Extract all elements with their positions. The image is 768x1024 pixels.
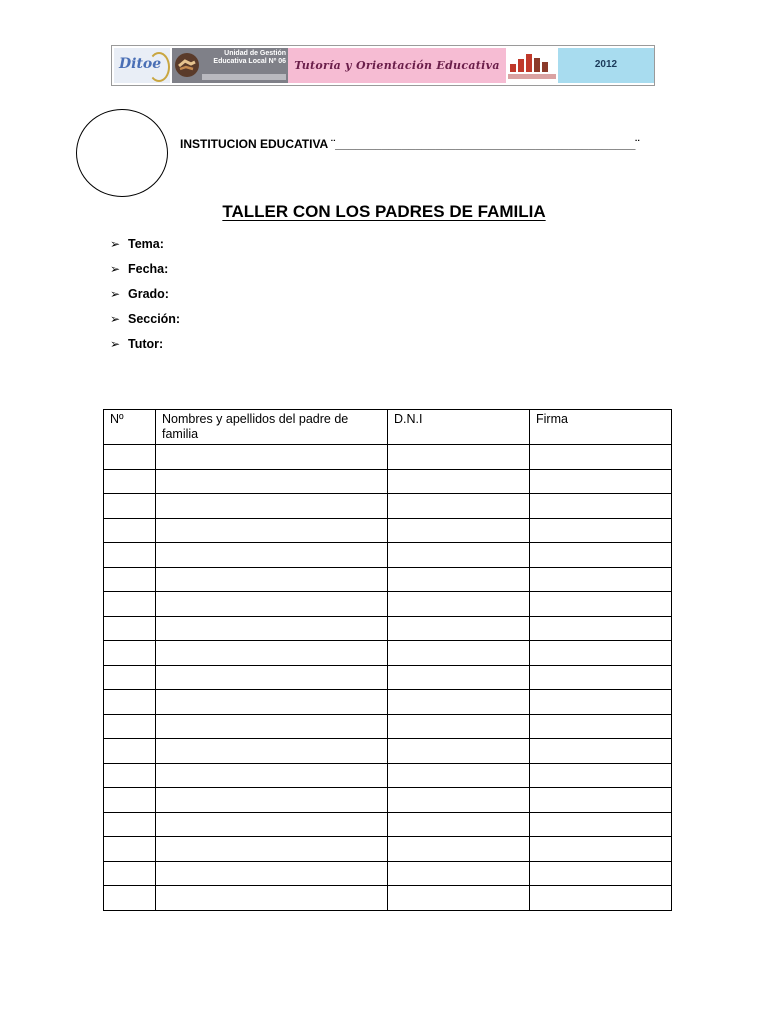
table-row [104, 445, 672, 470]
cell-dni[interactable] [388, 788, 530, 813]
cell-number[interactable] [104, 665, 156, 690]
cell-name[interactable] [156, 714, 388, 739]
table-row [104, 812, 672, 837]
cell-signature[interactable] [530, 739, 672, 764]
attendance-table [103, 409, 672, 911]
table-row [104, 494, 672, 519]
cell-number[interactable] [104, 690, 156, 715]
table-row [104, 543, 672, 568]
field-label: Sección: [128, 312, 181, 326]
field-label: Tutor: [128, 337, 164, 351]
cell-dni[interactable] [388, 690, 530, 715]
table-row [104, 714, 672, 739]
ugel-logo [172, 48, 288, 83]
cell-signature[interactable] [530, 641, 672, 666]
cell-name[interactable] [156, 494, 388, 519]
cell-name[interactable] [156, 641, 388, 666]
list-item [110, 262, 180, 287]
cell-number[interactable] [104, 812, 156, 837]
arrow-bullet-icon: ➢ [110, 287, 121, 301]
cell-signature[interactable] [530, 763, 672, 788]
cell-name[interactable] [156, 567, 388, 592]
cell-signature[interactable] [530, 812, 672, 837]
cell-signature[interactable] [530, 518, 672, 543]
cell-name[interactable] [156, 837, 388, 862]
column-header-name: Nombres y apellidos del padre de familia [156, 410, 388, 445]
cell-name[interactable] [156, 543, 388, 568]
list-item [110, 312, 180, 337]
cell-number[interactable] [104, 518, 156, 543]
cell-name[interactable] [156, 518, 388, 543]
banner-title: Tutoría y Orientación Educativa [294, 59, 500, 72]
institution-line: INSTITUCION EDUCATIVA ¨_____________________________________________¨ [180, 137, 640, 151]
table-body [104, 445, 672, 911]
swirl-icon [148, 52, 170, 82]
arrow-bullet-icon: ➢ [110, 237, 121, 251]
column-header-dni: D.N.I [388, 410, 530, 445]
list-item [110, 287, 180, 312]
cell-dni[interactable] [388, 445, 530, 470]
cell-signature[interactable] [530, 665, 672, 690]
table-row [104, 861, 672, 886]
table-row [104, 886, 672, 911]
cell-signature[interactable] [530, 494, 672, 519]
cell-name[interactable] [156, 861, 388, 886]
field-list [110, 237, 180, 362]
cell-number[interactable] [104, 616, 156, 641]
minedu-logo [506, 48, 558, 83]
cell-signature[interactable] [530, 543, 672, 568]
table-row [104, 518, 672, 543]
cell-number[interactable] [104, 739, 156, 764]
document-title: TALLER CON LOS PADRES DE FAMILIA [222, 202, 546, 221]
cell-dni[interactable] [388, 861, 530, 886]
cell-signature[interactable] [530, 592, 672, 617]
cell-dni[interactable] [388, 763, 530, 788]
cell-number[interactable] [104, 543, 156, 568]
cell-number[interactable] [104, 641, 156, 666]
banner-year: 2012 [594, 59, 618, 70]
banner-title-area [288, 48, 506, 83]
cell-name[interactable] [156, 592, 388, 617]
header-banner [111, 45, 655, 86]
cell-signature[interactable] [530, 714, 672, 739]
ditoe-logo-text: Ditoe [119, 56, 162, 72]
cell-name[interactable] [156, 469, 388, 494]
cell-number[interactable] [104, 788, 156, 813]
cell-dni[interactable] [388, 567, 530, 592]
cell-number[interactable] [104, 494, 156, 519]
table-row [104, 763, 672, 788]
cell-signature[interactable] [530, 886, 672, 911]
column-header-signature: Firma [530, 410, 672, 445]
cell-dni[interactable] [388, 616, 530, 641]
handshake-icon [174, 52, 200, 78]
list-item [110, 337, 180, 362]
cell-dni[interactable] [388, 739, 530, 764]
cell-dni[interactable] [388, 665, 530, 690]
cell-signature[interactable] [530, 690, 672, 715]
cell-number[interactable] [104, 886, 156, 911]
cell-signature[interactable] [530, 469, 672, 494]
cell-number[interactable] [104, 763, 156, 788]
table-row [104, 788, 672, 813]
cell-signature[interactable] [530, 788, 672, 813]
cell-signature[interactable] [530, 445, 672, 470]
cell-dni[interactable] [388, 494, 530, 519]
cell-dni[interactable] [388, 518, 530, 543]
arrow-bullet-icon: ➢ [110, 337, 121, 351]
banner-year-area [558, 48, 654, 83]
cell-name[interactable] [156, 788, 388, 813]
field-label: Grado: [128, 287, 169, 301]
cell-name[interactable] [156, 886, 388, 911]
cell-number[interactable] [104, 714, 156, 739]
ugel-subtitle-strip [202, 74, 286, 80]
cell-name[interactable] [156, 616, 388, 641]
cell-dni[interactable] [388, 469, 530, 494]
table-row [104, 592, 672, 617]
table-row [104, 469, 672, 494]
cell-dni[interactable] [388, 714, 530, 739]
table-header-row [104, 410, 672, 445]
table-row [104, 665, 672, 690]
ditoe-logo [114, 48, 170, 83]
cell-name[interactable] [156, 739, 388, 764]
arrow-bullet-icon: ➢ [110, 312, 121, 326]
cell-dni[interactable] [388, 592, 530, 617]
arrow-bullet-icon: ➢ [110, 262, 121, 276]
cell-signature[interactable] [530, 567, 672, 592]
cell-dni[interactable] [388, 641, 530, 666]
cell-dni[interactable] [388, 837, 530, 862]
cell-number[interactable] [104, 837, 156, 862]
cell-name[interactable] [156, 445, 388, 470]
cell-number[interactable] [104, 469, 156, 494]
column-header-number: Nº [104, 410, 156, 445]
cell-dni[interactable] [388, 812, 530, 837]
list-item [110, 237, 180, 262]
cell-number[interactable] [104, 592, 156, 617]
cell-name[interactable] [156, 690, 388, 715]
ugel-name: Unidad de Gestión Educativa Local Nº 06 [213, 50, 286, 65]
table-row [104, 690, 672, 715]
cell-name[interactable] [156, 763, 388, 788]
minedu-caption-strip [508, 74, 556, 79]
cell-dni[interactable] [388, 886, 530, 911]
cell-signature[interactable] [530, 616, 672, 641]
logo-placeholder-circle [76, 109, 168, 197]
field-label: Tema: [128, 237, 164, 251]
cell-name[interactable] [156, 665, 388, 690]
cell-dni[interactable] [388, 543, 530, 568]
table-row [104, 739, 672, 764]
field-label: Fecha: [128, 262, 169, 276]
cell-signature[interactable] [530, 837, 672, 862]
table-row [104, 567, 672, 592]
cell-signature[interactable] [530, 861, 672, 886]
cell-number[interactable] [104, 445, 156, 470]
cell-number[interactable] [104, 861, 156, 886]
cell-name[interactable] [156, 812, 388, 837]
table-row [104, 837, 672, 862]
cell-number[interactable] [104, 567, 156, 592]
table-row [104, 641, 672, 666]
table-row [104, 616, 672, 641]
